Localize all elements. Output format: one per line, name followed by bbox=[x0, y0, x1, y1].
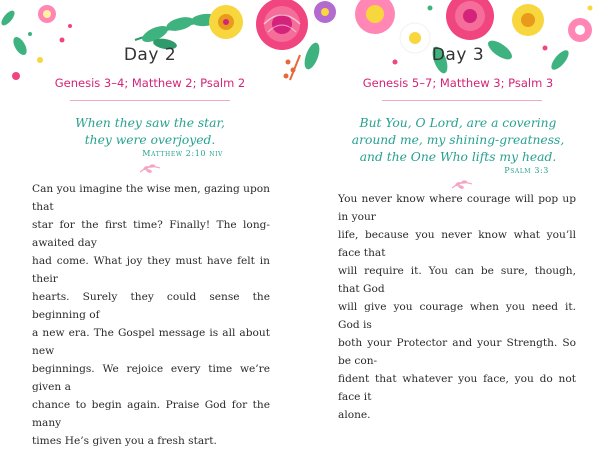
body-line: a new era. The Gospel message is all about new bbox=[32, 327, 270, 357]
divider-rule bbox=[382, 100, 542, 101]
devotional-text bbox=[338, 190, 576, 424]
body-line: had come. What joy they must have felt in their bbox=[32, 255, 270, 285]
body-line: alone. bbox=[338, 409, 371, 421]
body-line: times He’s given you a fresh start. bbox=[32, 435, 217, 447]
day-title: Day 2 bbox=[123, 45, 177, 65]
body-line: fident that whatever you face, you do not face it bbox=[338, 373, 576, 403]
verse-line: and the One Who lifts my head. bbox=[359, 150, 557, 164]
scripture-readings: Genesis 5–7; Matthew 3; Psalm 3 bbox=[362, 76, 554, 90]
body-line: star for the first time? Finally! The long-awaited day bbox=[32, 219, 270, 249]
divider-rule bbox=[70, 100, 230, 101]
verse-reference: Matthew 2:10 niv bbox=[142, 149, 223, 158]
body-line: will require it. You can be sure, though, that God bbox=[338, 265, 576, 295]
day-title: Day 3 bbox=[431, 45, 485, 65]
page-day-2 bbox=[0, 0, 300, 447]
body-line: chance to begin again. Praise God for the many bbox=[32, 399, 270, 429]
body-line: both your Protector and your Strength. So be con- bbox=[338, 337, 576, 367]
body-line: life, because you never know what you’ll face that bbox=[338, 229, 576, 259]
verse-line: When they saw the star, bbox=[75, 116, 225, 130]
verse-line: around me, my shining-greatness, bbox=[351, 133, 565, 147]
sprig-icon bbox=[138, 162, 162, 174]
page-day-3 bbox=[300, 0, 600, 421]
body-line: will give you courage when you need it. God is bbox=[338, 301, 576, 331]
scripture-readings: Genesis 3–4; Matthew 2; Psalm 2 bbox=[54, 76, 246, 90]
body-line: beginnings. We rejoice every time we’re given a bbox=[32, 363, 270, 393]
body-line: You never know where courage will pop up in your bbox=[338, 193, 576, 223]
sprig-icon bbox=[450, 178, 474, 190]
verse-reference: Psalm 3:3 bbox=[504, 166, 549, 175]
body-line: hearts. Surely they could sense the beginning of bbox=[32, 291, 270, 321]
verse-line: they were overjoyed. bbox=[84, 133, 216, 147]
devotional-text bbox=[32, 180, 270, 450]
verse-line: But You, O Lord, are a covering bbox=[359, 116, 557, 130]
body-line: Can you imagine the wise men, gazing upon that bbox=[32, 183, 270, 213]
